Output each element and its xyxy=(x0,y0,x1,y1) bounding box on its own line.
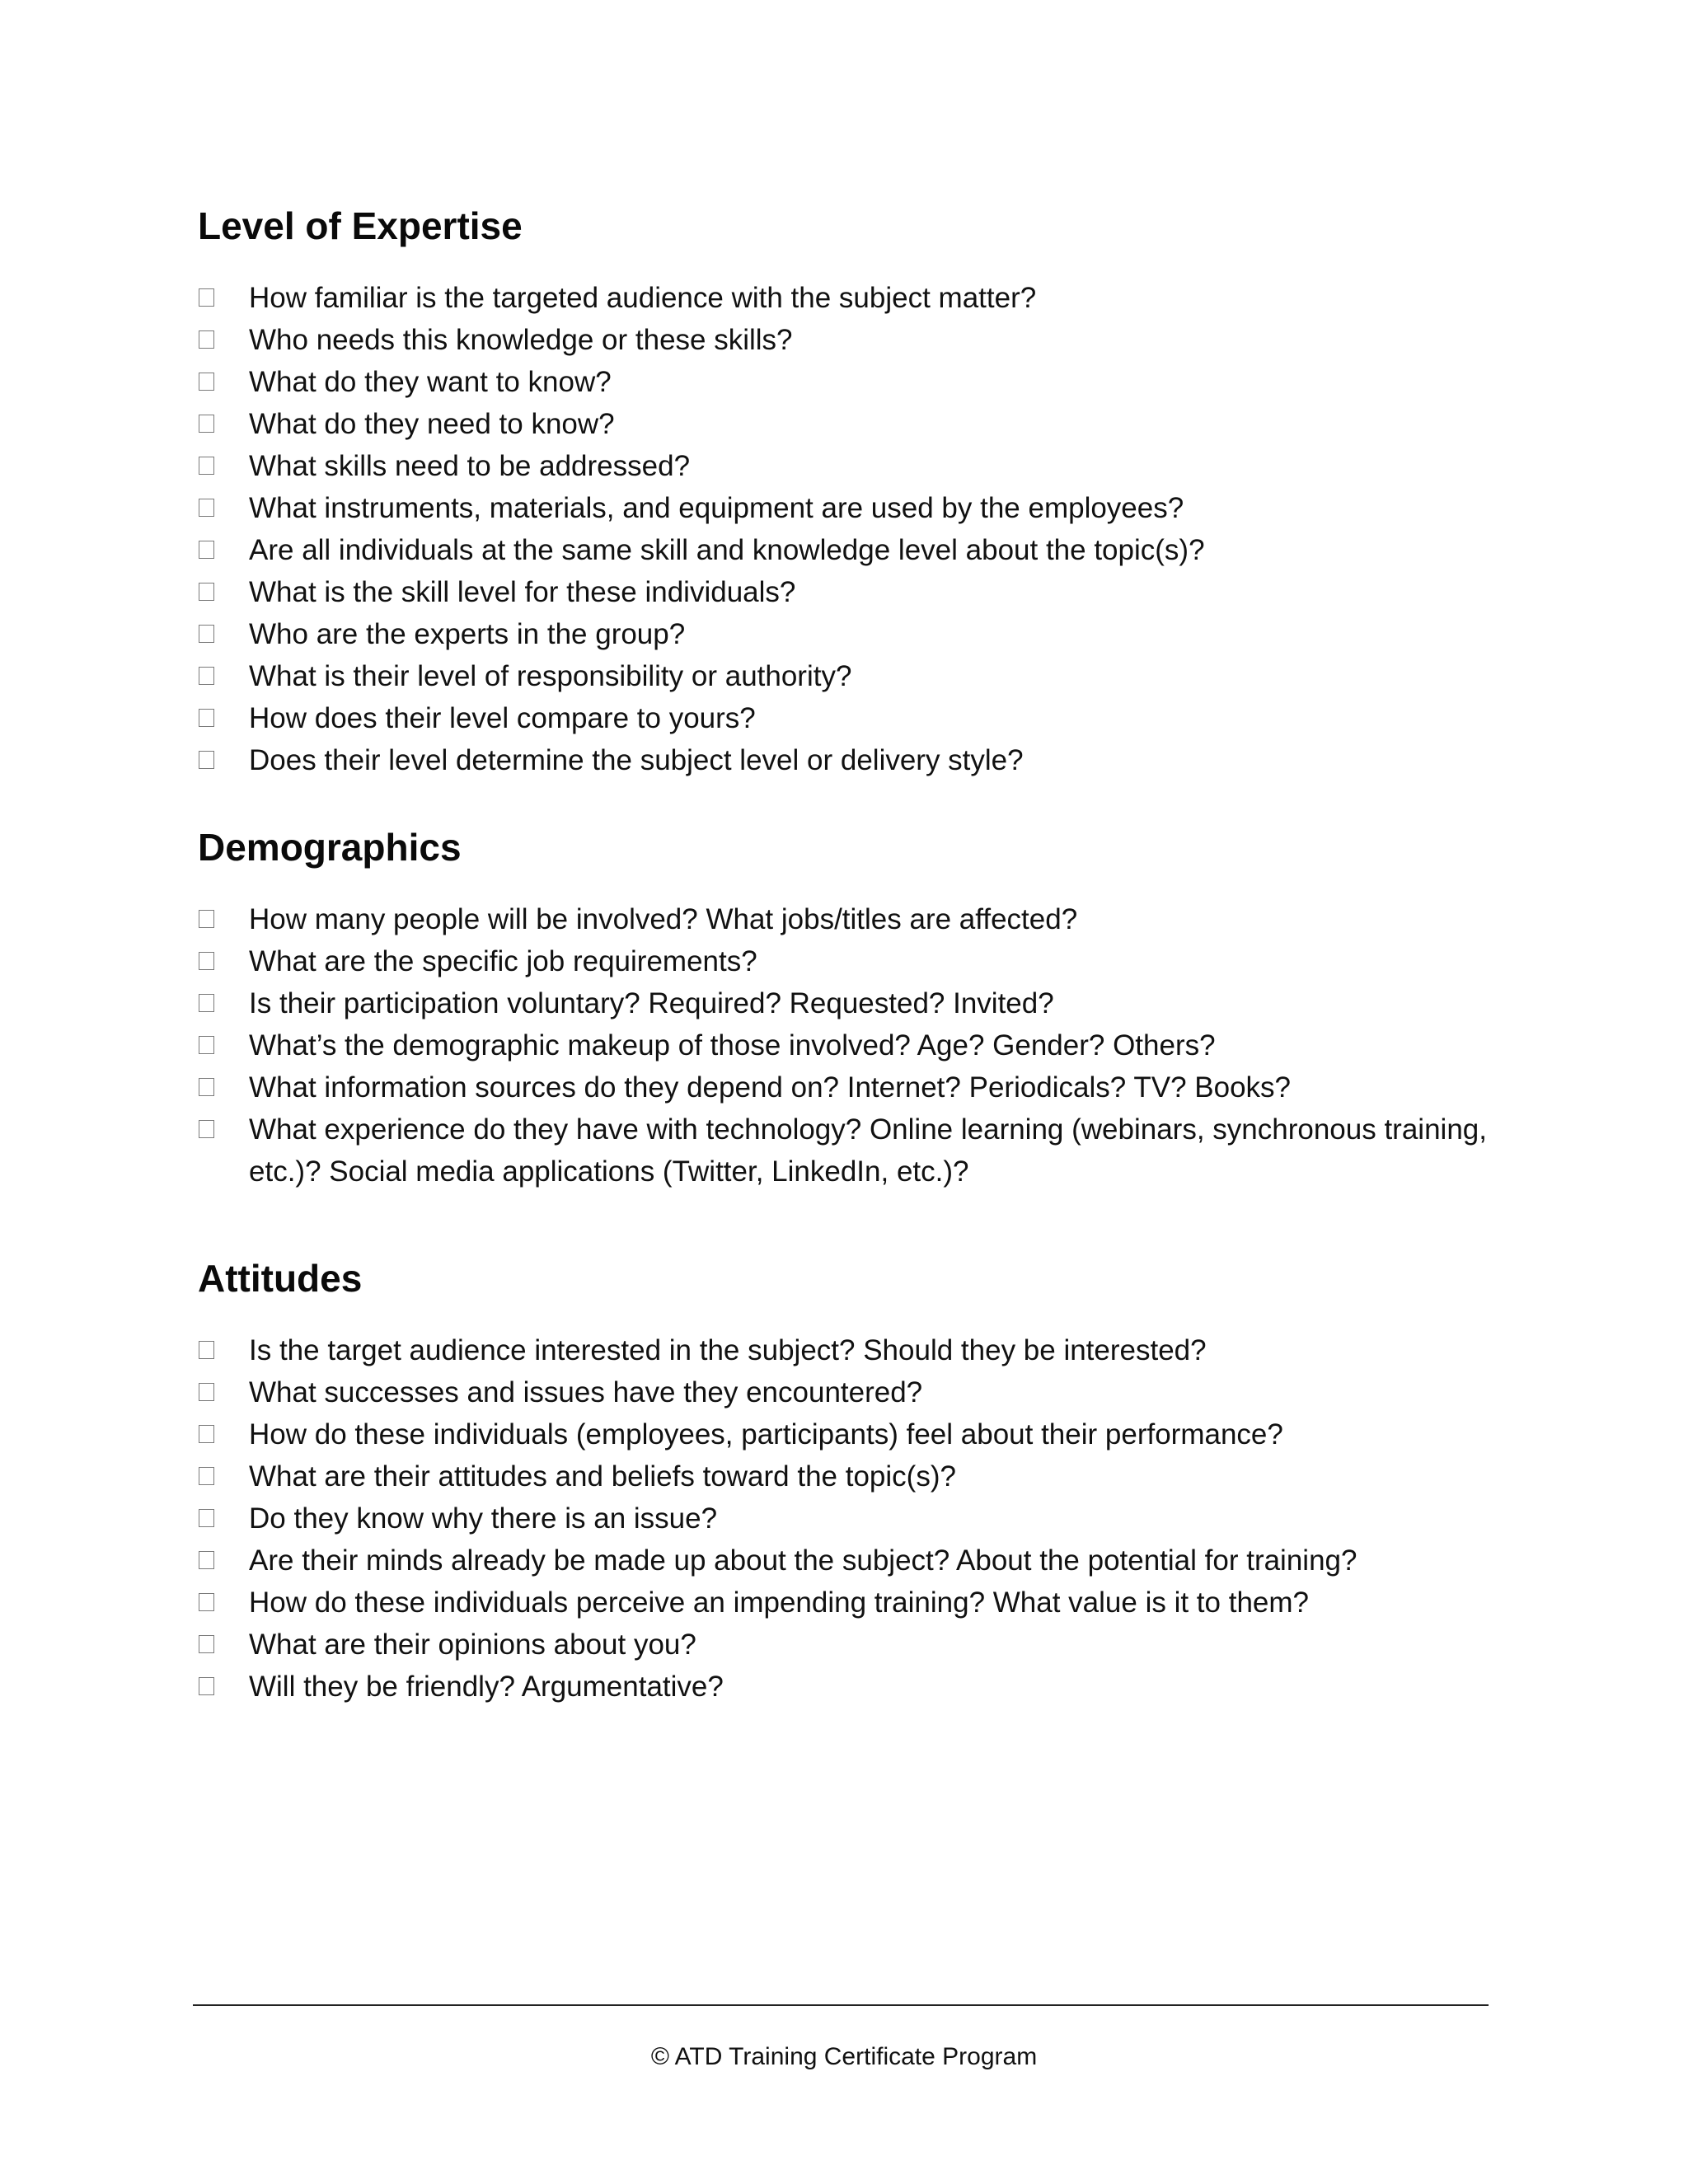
checkbox-icon[interactable] xyxy=(199,288,214,307)
checklist xyxy=(198,1329,1500,1708)
checklist-content xyxy=(198,199,1500,1708)
item-text: Are all individuals at the same skill and knowledge level about the topic(s)? xyxy=(249,534,1205,566)
checklist-item xyxy=(198,1371,1500,1413)
item-text: What is their level of responsibility or authority? xyxy=(249,660,852,692)
item-text: Is the target audience interested in the subject? Should they be interested? xyxy=(249,1334,1207,1366)
item-text: What do they want to know? xyxy=(249,366,612,398)
item-text: What experience do they have with technology? Online learning (webinars, synchronous training, etc.)? Social media applications (Twitter, LinkedIn, etc.)? xyxy=(249,1113,1487,1188)
item-text: Are their minds already be made up about the subject? About the potential for training? xyxy=(249,1544,1357,1577)
checklist-item xyxy=(198,697,1500,739)
checklist-item xyxy=(198,739,1500,781)
checkbox-icon[interactable] xyxy=(199,583,214,601)
checkbox-icon[interactable] xyxy=(199,457,214,475)
item-text: Do they know why there is an issue? xyxy=(249,1502,718,1535)
checkbox-icon[interactable] xyxy=(199,1341,214,1359)
checklist-item xyxy=(198,655,1500,697)
item-text: How does their level compare to yours? xyxy=(249,702,756,734)
checklist-item xyxy=(198,1582,1500,1624)
checkbox-icon[interactable] xyxy=(199,667,214,685)
checkbox-icon[interactable] xyxy=(199,1078,214,1096)
checklist-item xyxy=(198,1666,1500,1708)
item-text: Does their level determine the subject level or delivery style? xyxy=(249,744,1024,776)
item-text: How many people will be involved? What jobs/titles are affected? xyxy=(249,903,1078,935)
checkbox-icon[interactable] xyxy=(199,499,214,517)
checkbox-icon[interactable] xyxy=(199,994,214,1012)
checklist xyxy=(198,277,1500,781)
footer-divider xyxy=(193,2004,1489,2006)
section-heading: Level of Expertise xyxy=(198,204,523,247)
checklist-item xyxy=(198,571,1500,613)
checklist-item xyxy=(198,319,1500,361)
item-text: What is the skill level for these individuals? xyxy=(249,576,796,608)
checkbox-icon[interactable] xyxy=(199,1635,214,1653)
checklist-item xyxy=(198,1413,1500,1455)
checklist-item xyxy=(198,1108,1500,1193)
item-text: What information sources do they depend on? Internet? Periodicals? TV? Books? xyxy=(249,1071,1291,1104)
section-heading: Demographics xyxy=(198,826,462,869)
item-text: What successes and issues have they encountered? xyxy=(249,1376,923,1408)
checklist-item xyxy=(198,1066,1500,1108)
checkbox-icon[interactable] xyxy=(199,709,214,727)
checkbox-icon[interactable] xyxy=(199,1383,214,1401)
checklist-item xyxy=(198,529,1500,571)
checklist-item xyxy=(198,445,1500,487)
checklist-item xyxy=(198,1455,1500,1497)
checkbox-icon[interactable] xyxy=(199,625,214,643)
section-heading: Attitudes xyxy=(198,1257,363,1300)
item-text: What instruments, materials, and equipment are used by the employees? xyxy=(249,492,1184,524)
item-text: Is their participation voluntary? Required? Requested? Invited? xyxy=(249,987,1054,1019)
checklist-item xyxy=(198,613,1500,655)
checklist-item xyxy=(198,277,1500,319)
checkbox-icon[interactable] xyxy=(199,1551,214,1569)
checkbox-icon[interactable] xyxy=(199,1677,214,1695)
item-text: What are their attitudes and beliefs toward the topic(s)? xyxy=(249,1460,956,1493)
checklist-item xyxy=(198,1540,1500,1582)
checklist-item xyxy=(198,1024,1500,1066)
checkbox-icon[interactable] xyxy=(199,541,214,559)
section-attitudes xyxy=(198,1252,1500,1708)
checkbox-icon[interactable] xyxy=(199,1425,214,1443)
item-text: How do these individuals (employees, participants) feel about their performance? xyxy=(249,1418,1283,1451)
checklist-item xyxy=(198,1624,1500,1666)
item-text: How do these individuals perceive an impending training? What value is it to them? xyxy=(249,1586,1309,1619)
item-text: Will they be friendly? Argumentative? xyxy=(249,1671,724,1703)
checklist xyxy=(198,898,1500,1193)
checklist-item xyxy=(198,940,1500,982)
checklist-item xyxy=(198,487,1500,529)
checkbox-icon[interactable] xyxy=(199,910,214,928)
checkbox-icon[interactable] xyxy=(199,373,214,391)
checkbox-icon[interactable] xyxy=(199,1593,214,1611)
item-text: Who needs this knowledge or these skills? xyxy=(249,324,793,356)
checkbox-icon[interactable] xyxy=(199,1509,214,1527)
item-text: What do they need to know? xyxy=(249,408,615,440)
checklist-item xyxy=(198,1329,1500,1371)
section-level-of-expertise xyxy=(198,199,1500,781)
item-text: What are their opinions about you? xyxy=(249,1629,696,1661)
checklist-item xyxy=(198,982,1500,1024)
footer-copyright: © ATD Training Certificate Program xyxy=(650,2043,1038,2070)
checkbox-icon[interactable] xyxy=(199,1467,214,1485)
item-text: What’s the demographic makeup of those involved? Age? Gender? Others? xyxy=(249,1029,1216,1062)
checkbox-icon[interactable] xyxy=(199,1036,214,1054)
item-text: What are the specific job requirements? xyxy=(249,945,757,977)
checklist-item xyxy=(198,1497,1500,1540)
checklist-item xyxy=(198,898,1500,940)
checkbox-icon[interactable] xyxy=(199,415,214,433)
checkbox-icon[interactable] xyxy=(199,1120,214,1138)
section-demographics xyxy=(198,821,1500,1193)
checkbox-icon[interactable] xyxy=(199,751,214,769)
item-text: What skills need to be addressed? xyxy=(249,450,691,482)
item-text: How familiar is the targeted audience with the subject matter? xyxy=(249,282,1037,314)
checklist-item xyxy=(198,403,1500,445)
checklist-item xyxy=(198,361,1500,403)
checkbox-icon[interactable] xyxy=(199,952,214,970)
item-text: Who are the experts in the group? xyxy=(249,618,686,650)
checkbox-icon[interactable] xyxy=(199,330,214,349)
